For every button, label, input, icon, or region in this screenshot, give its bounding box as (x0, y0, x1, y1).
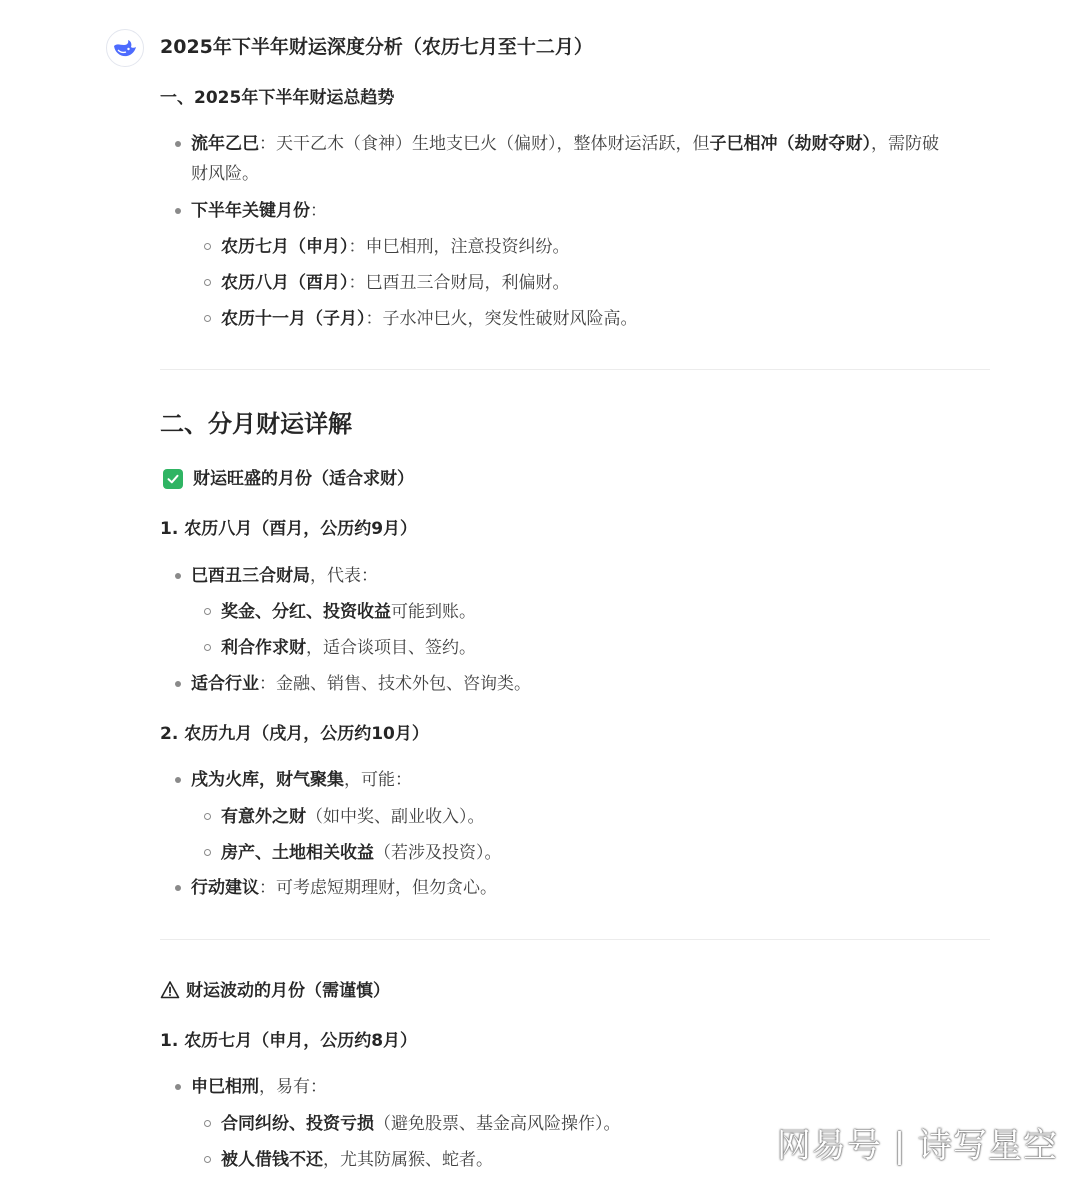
message-title: 2025年下半年财运深度分析（农历七月至十二月） (160, 36, 593, 58)
list-item-liunian (191, 132, 939, 156)
sub-bullet (204, 1120, 211, 1127)
section2-heading: 二、分月财运详解 (160, 410, 352, 438)
list-item (191, 768, 412, 792)
list-item (191, 564, 378, 588)
warning-icon (160, 980, 180, 1000)
list-item-text: ，代表： (310, 566, 378, 586)
bullet (175, 208, 181, 214)
sub-item-text: （避免股票、基金高风险操作）。 (374, 1114, 621, 1134)
sub-item-bold: 合同纠纷、投资亏损 (221, 1114, 374, 1134)
sub-item-bold: 被人借钱不还 (221, 1150, 323, 1170)
sub-list-item (221, 307, 638, 331)
section1-heading: 一、2025年下半年财运总趋势 (160, 88, 395, 108)
list-item-text: ，可能： (344, 770, 412, 790)
sub-list-item (221, 235, 570, 259)
sub-item-bold: 农历八月（酉月） (221, 273, 349, 293)
list-item-bold: 戌为火库，财气聚集 (191, 770, 344, 790)
bullet (175, 141, 181, 147)
divider (160, 369, 990, 370)
bullet (175, 1084, 181, 1090)
list-item-key-months (191, 199, 327, 223)
list-item-text: ： (310, 201, 327, 221)
bullet (175, 573, 181, 579)
divider (160, 939, 990, 940)
sub-item-bold: 房产、土地相关收益 (221, 843, 374, 863)
list-item-bold: 申巳相刑 (191, 1077, 259, 1097)
sub-item-text: 可能到账。 (391, 602, 476, 622)
list-item-bold: 流年乙巳 (191, 134, 259, 154)
bullet (175, 885, 181, 891)
good-months-heading: 财运旺盛的月份（适合求财） (193, 469, 414, 489)
list-item-bold: 巳酉丑三合财局 (191, 566, 310, 586)
bullet (175, 681, 181, 687)
sub-item-text: ：申巳相刑，注意投资纠纷。 (348, 237, 570, 257)
list-item-bold: 适合行业 (191, 674, 259, 694)
list-item-text: ：可考虑短期理财，但勿贪心。 (259, 878, 497, 898)
list-item-bold: 下半年关键月份 (191, 201, 310, 221)
sub-list-item (221, 600, 476, 624)
sub-item-text: ：巳酉丑三合财局，利偏财。 (348, 273, 570, 293)
sub-item-text: （如中奖、副业收入）。 (306, 807, 485, 827)
check-box-icon (163, 469, 183, 489)
sub-list-item (221, 1148, 493, 1172)
sub-list-item (221, 841, 502, 865)
list-item-continuation: 财风险。 (191, 164, 259, 184)
sub-list-item (221, 805, 485, 829)
list-item (191, 1075, 327, 1099)
sub-list-item (221, 636, 476, 660)
sub-item-bold: 奖金、分红、投资收益 (221, 602, 391, 622)
list-item-text: ，易有： (259, 1077, 327, 1097)
month-title: 1. 农历八月（酉月，公历约9月） (160, 519, 418, 539)
sub-item-text: ，适合谈项目、签约。 (306, 638, 476, 658)
sub-bullet (204, 315, 211, 322)
sub-item-bold: 农历十一月（子月） (221, 309, 366, 329)
sub-bullet (204, 1156, 211, 1163)
sub-list-item (221, 1112, 621, 1136)
list-item (191, 672, 531, 696)
sub-bullet (204, 608, 211, 615)
whale-logo-icon (112, 37, 138, 59)
bullet (175, 777, 181, 783)
list-item (191, 876, 497, 900)
list-item-text: ：金融、销售、技术外包、咨询类。 (259, 674, 531, 694)
sub-item-text: ：子水冲巳火，突发性破财风险高。 (365, 309, 638, 329)
list-item-bold: 行动建议 (191, 878, 259, 898)
sub-bullet (204, 279, 211, 286)
list-item-text: ，需防破 (871, 134, 939, 154)
sub-bullet (204, 243, 211, 250)
month-title: 2. 农历九月（戌月，公历约10月） (160, 724, 429, 744)
sub-bullet (204, 849, 211, 856)
sub-item-bold: 有意外之财 (221, 807, 306, 827)
sub-item-text: ，尤其防属猴、蛇者。 (323, 1150, 493, 1170)
month-title: 1. 农历七月（申月，公历约8月） (160, 1031, 418, 1051)
sub-item-bold: 农历七月（申月） (221, 237, 349, 257)
volatile-months-heading: 财运波动的月份（需谨慎） (186, 981, 390, 1001)
assistant-avatar (106, 29, 144, 67)
list-item-bold: 子巳相冲（劫财夺财） (709, 134, 871, 154)
sub-item-bold: 利合作求财 (221, 638, 306, 658)
sub-bullet (204, 813, 211, 820)
sub-bullet (204, 644, 211, 651)
list-item-text: ：天干乙木（食神）生地支巳火（偏财），整体财运活跃，但 (259, 134, 710, 154)
sub-list-item (221, 271, 570, 295)
sub-item-text: （若涉及投资）。 (374, 843, 502, 863)
watermark: 网易号 | 诗写星空 (776, 1126, 1058, 1166)
